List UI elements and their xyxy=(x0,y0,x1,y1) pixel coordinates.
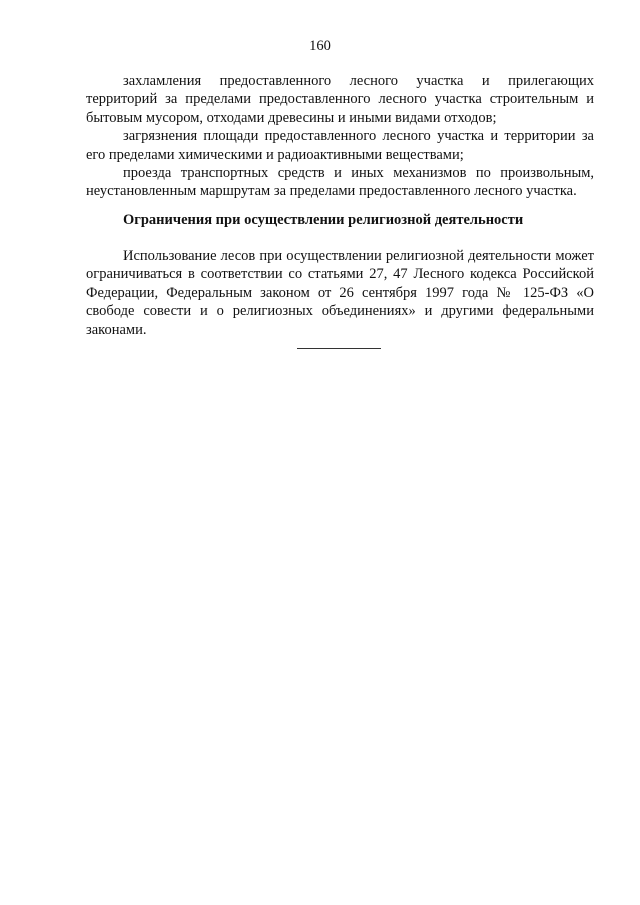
section-body xyxy=(86,247,594,339)
list-item-littering: захламления предоставленного лесного участка и прилегающих территорий за пределами предоставленного лесного участка строительным и бытовым мусором, отходами древесины и иными видами отходов; xyxy=(86,73,594,126)
section-paragraph: Использование лесов при осуществлении религиозной деятельности может ограничиваться в соответствии со статьями 27, 47 Лесного кодекса Российской Федерации, Федеральным законом от 26 сентября 1997 года № 125-ФЗ «О свободе совести и о религиозных объединениях» и другими федеральными законами. xyxy=(86,248,594,338)
list-item-pollution: загрязнения площади предоставленного лесного участка и территории за его пределами химическими и радиоактивными веществами; xyxy=(86,128,594,163)
section-heading: Ограничения при осуществлении религиозной деятельности xyxy=(123,212,524,228)
restrictions-list xyxy=(86,72,594,201)
list-item-vehicle-passage: проезда транспортных средств и иных механизмов по произвольным, неустановленным маршрутам за пределами предоставленного лесного участка. xyxy=(86,165,594,200)
page-number: 160 xyxy=(309,38,331,54)
end-divider xyxy=(297,348,381,349)
